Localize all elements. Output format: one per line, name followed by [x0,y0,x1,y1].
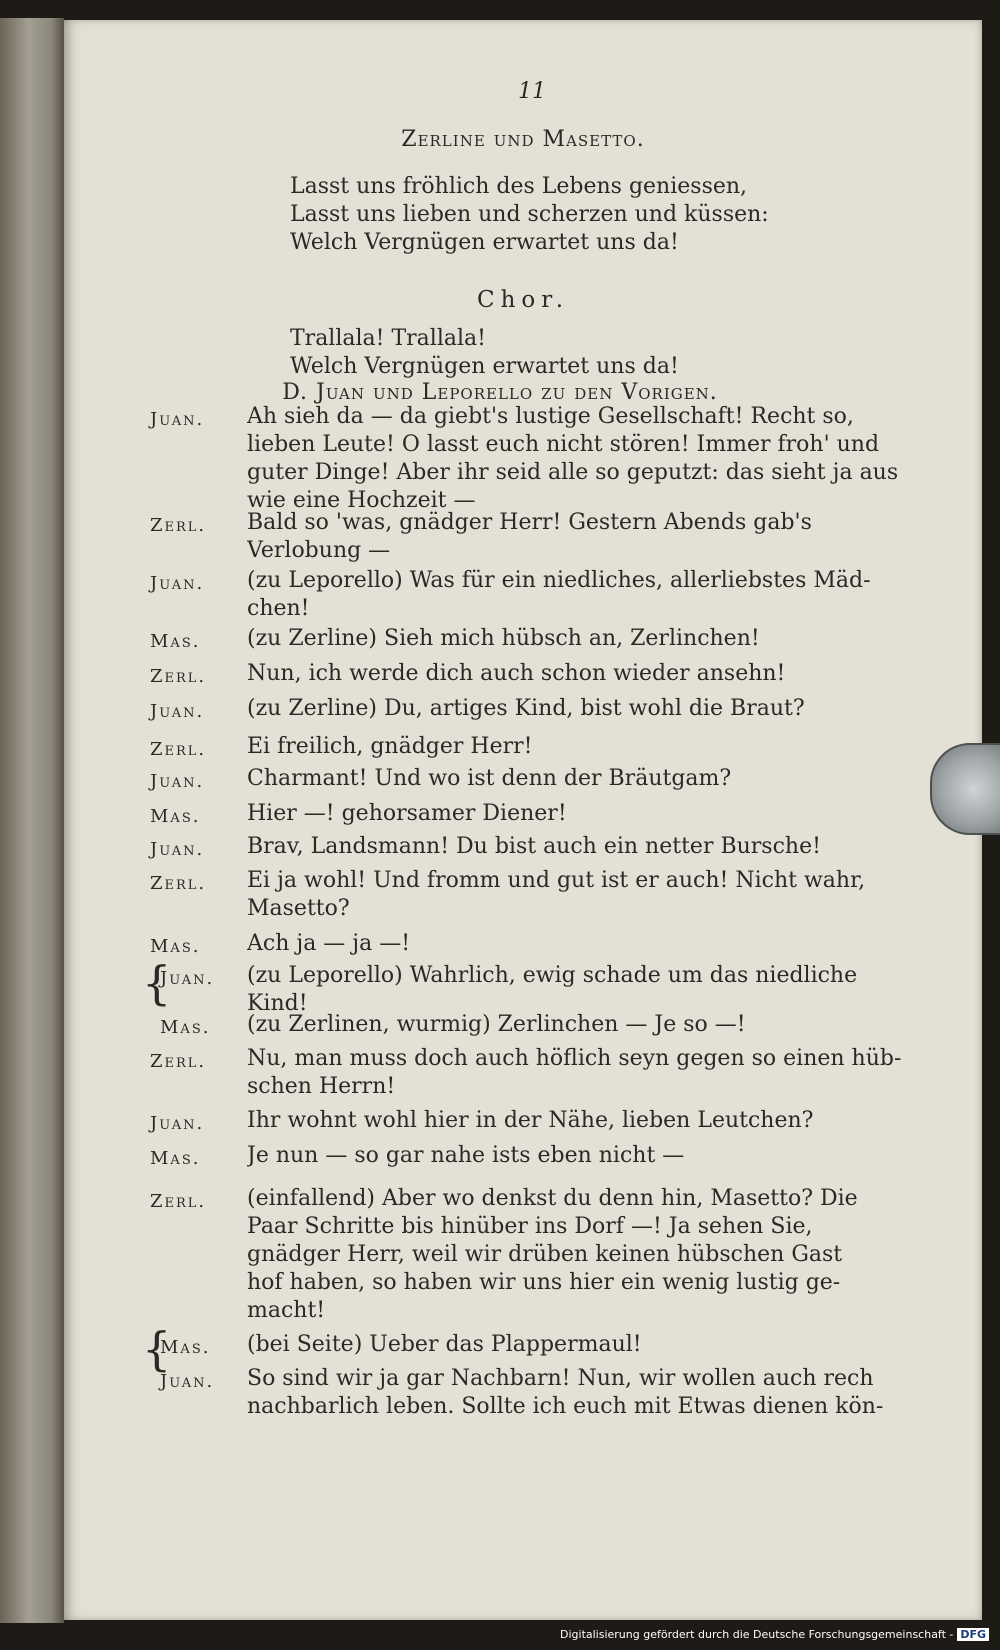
speaker-name: Juan. [150,839,205,860]
metal-clip [930,743,1000,835]
speaker-name: Juan. [150,409,205,430]
speaker-name: Zerl. [150,1051,207,1072]
speech-line: Charmant! Und wo ist denn der Bräutgam? [247,766,732,791]
speaker-name: Juan. [160,1371,215,1392]
speech-line: Ah sieh da — da giebt's lustige Gesellschaft! Recht so, [247,404,854,429]
speaker-name: Zerl. [150,873,207,894]
speaker-name: Zerl. [150,1191,207,1212]
speech-line: Ach ja — ja —! [247,931,411,956]
speech-line: macht! [247,1298,326,1323]
speaker-name: Juan. [150,701,205,722]
speech-line: Brav, Landsmann! Du bist auch ein netter Bursche! [247,834,821,859]
speech-line: (zu Leporello) Wahrlich, ewig schade um das niedliche [247,963,858,988]
speech-line: Kind! [247,991,308,1016]
page-number: 11 [518,79,546,104]
verse-line: Welch Vergnügen erwartet uns da! [290,354,679,379]
choir-heading: Chor. [476,287,570,313]
speech-text [247,1142,947,1170]
speech-text [247,625,947,653]
speech-text [247,403,947,515]
speech-line: (einfallend) Aber wo denkst du denn hin, Masetto? Die [247,1186,858,1211]
speech-line: (zu Leporello) Was für ein niedliches, allerliebstes Mäd- [247,568,871,593]
speech-text [247,930,947,958]
speech-line: schen Herrn! [247,1074,396,1099]
speaker-name: Mas. [150,631,201,652]
verse-line: Welch Vergnügen erwartet uns da! [290,230,679,255]
speech-line: (zu Zerline) Sieh mich hübsch an, Zerlinchen! [247,626,760,651]
speech-text [247,1011,947,1039]
speech-line: Paar Schritte bis hinüber ins Dorf —! Ja sehen Sie, [247,1214,813,1239]
speech-line: Ei ja wohl! Und fromm und gut ist er auch! Nicht wahr, [247,868,866,893]
left-page-edge [0,18,64,1623]
speech-text [247,833,947,861]
verse-line: Lasst uns lieben und scherzen und küssen: [290,202,769,227]
speaker-name: Mas. [160,1017,211,1038]
footer-credit [560,1628,989,1641]
verse-choir [290,325,850,381]
speech-line: So sind wir ja gar Nachbarn! Nun, wir wollen auch rech [247,1366,874,1391]
speech-line: Ei freilich, gnädger Herr! [247,734,533,759]
speech-text [247,765,947,793]
speech-line: Je nun — so gar nahe ists eben nicht — [247,1143,685,1168]
speech-line: nachbarlich leben. Sollte ich euch mit Etwas dienen kön- [247,1394,884,1419]
speaker-name: Zerl. [150,739,207,760]
speech-line: Bald so 'was, gnädger Herr! Gestern Abends gab's [247,510,812,535]
speaker-name: Juan. [150,771,205,792]
footer-text: Digitalisierung gefördert durch die Deutsche Forschungsgemeinschaft - [560,1628,954,1641]
speech-text [247,695,947,723]
speaker-name: Mas. [150,936,201,957]
verse-duet [290,173,850,257]
speech-text [247,962,947,1018]
speech-line: Masetto? [247,896,350,921]
speech-line: (zu Zerlinen, wurmig) Zerlinchen — Je so —! [247,1012,746,1037]
speaker-name: Juan. [150,1113,205,1134]
speech-text [247,1331,947,1359]
speaker-name: Zerl. [150,515,207,536]
speech-line: chen! [247,596,310,621]
speaker-name: Juan. [150,573,205,594]
speech-line: Hier —! gehorsamer Diener! [247,801,567,826]
speech-line: (bei Seite) Ueber das Plappermaul! [247,1332,642,1357]
speech-text [247,1045,947,1101]
speech-text [247,867,947,923]
verse-line: Trallala! Trallala! [290,326,486,351]
speech-text [247,1365,947,1421]
speaker-name: Zerl. [150,666,207,687]
speech-text [247,1107,947,1135]
speaker-name: Mas. [160,1337,211,1358]
verse-line: Lasst uns fröhlich des Lebens geniessen, [290,174,748,199]
scene-heading: Zerline und Masetto. [401,127,645,152]
speaker-name: Mas. [150,1148,201,1169]
speech-line: hof haben, so haben wir uns hier ein wenig lustig ge- [247,1270,841,1295]
speech-line: lieben Leute! O lasst euch nicht stören! Immer froh' und [247,432,880,457]
speech-line: Nun, ich werde dich auch schon wieder ansehn! [247,661,786,686]
stage-direction-entrance: D. Juan und Leporello zu den Vorigen. [282,380,718,405]
dfg-logo: DFG [957,1628,989,1641]
speech-line: guter Dinge! Aber ihr seid alle so geputzt: das sieht ja aus [247,460,899,485]
speech-text [247,800,947,828]
speech-line: Verlobung — [247,538,391,563]
speech-text [247,660,947,688]
speech-line: wie eine Hochzeit — [247,488,476,513]
speech-line: gnädger Herr, weil wir drüben keinen hübschen Gast [247,1242,843,1267]
speech-line: Nu, man muss doch auch höflich seyn gegen so einen hüb- [247,1046,902,1071]
speaker-name: Mas. [150,806,201,827]
simultaneous-brace: { [142,956,172,1010]
speech-text [247,567,947,623]
speech-text [247,1185,947,1325]
speech-text [247,733,947,761]
speech-text [247,509,947,565]
speech-line: Ihr wohnt wohl hier in der Nähe, lieben Leutchen? [247,1108,814,1133]
speech-line: (zu Zerline) Du, artiges Kind, bist wohl die Braut? [247,696,805,721]
simultaneous-brace: { [142,1322,172,1376]
speaker-name: Juan. [160,968,215,989]
